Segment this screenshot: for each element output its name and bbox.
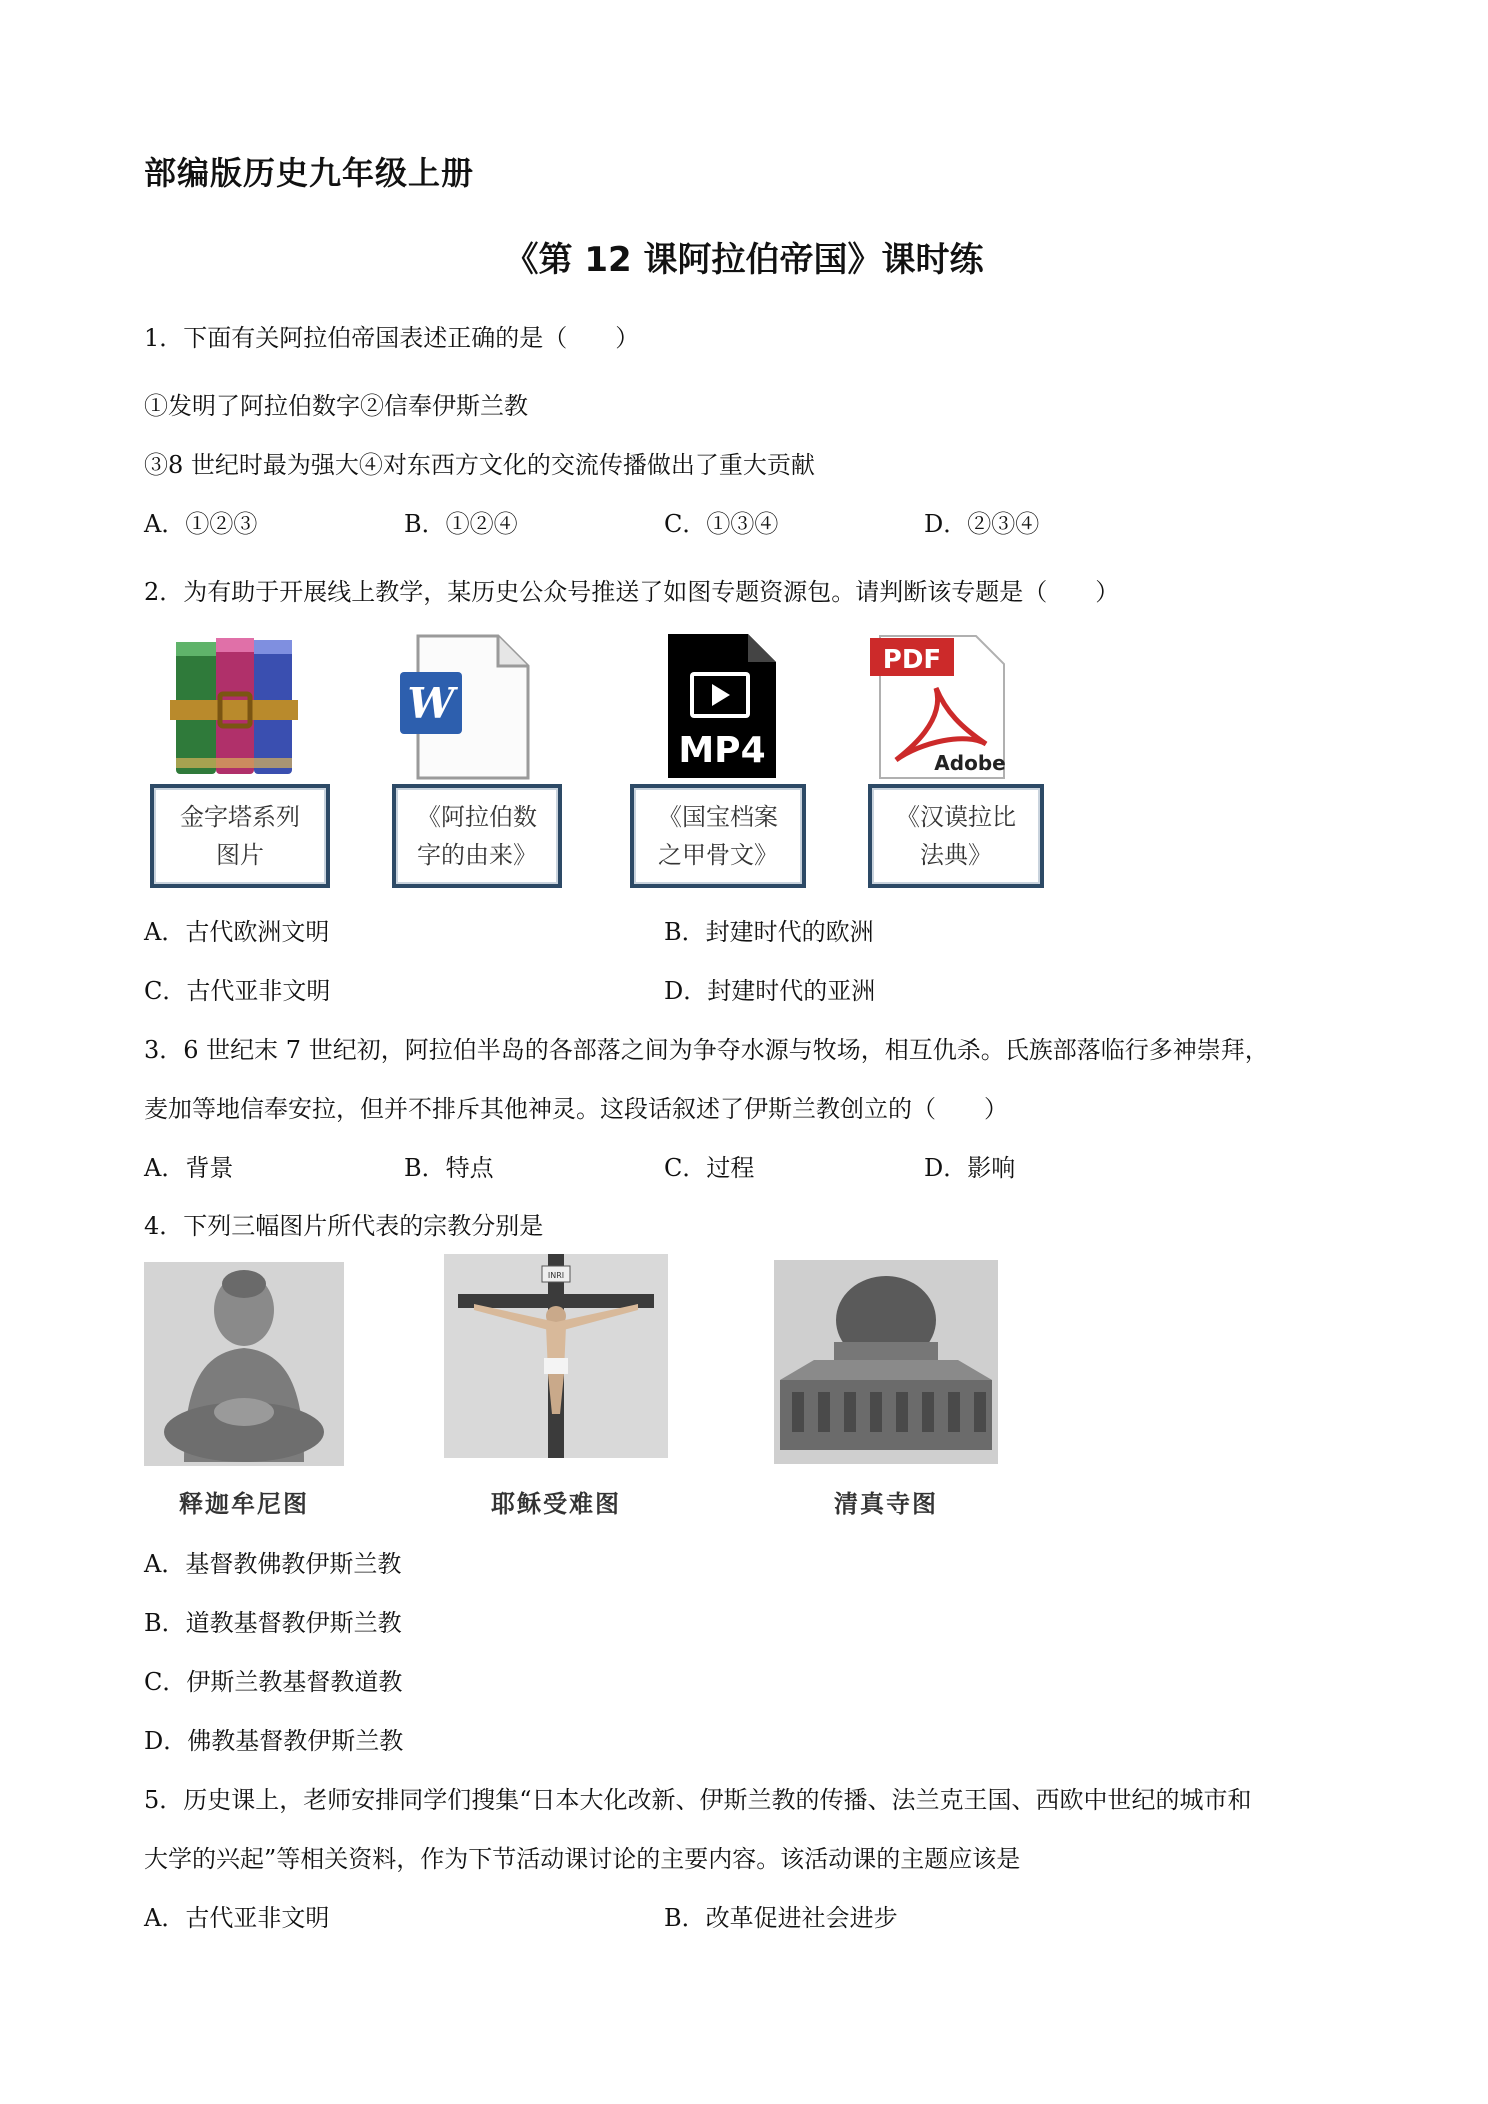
word-document-icon xyxy=(396,632,536,782)
lesson-title: 《第 12 课阿拉伯帝国》课时练 xyxy=(504,240,984,280)
q1-statement-1: ①发明了阿拉伯数字②信奉伊斯兰教 xyxy=(144,392,528,420)
q2-option-d[interactable]: D．封建时代的亚洲 xyxy=(664,977,876,1005)
book-title: 部编版历史九年级上册 xyxy=(144,154,475,192)
pdf-file-icon xyxy=(866,632,1012,782)
q2-option-b[interactable]: B．封建时代的欧洲 xyxy=(664,918,874,946)
mp4-file-icon xyxy=(664,630,780,782)
q3-stem-line2: 麦加等地信奉安拉，但并不排斥其他神灵。这段话叙述了伊斯兰教创立的（ ） xyxy=(144,1095,1008,1123)
file-caption-3: 《国宝档案 之甲骨文》 xyxy=(630,784,806,888)
q1-option-d[interactable]: D．②③④ xyxy=(924,510,1040,538)
q4-option-b[interactable]: B．道教基督教伊斯兰教 xyxy=(144,1609,402,1637)
q5-option-a[interactable]: A．古代亚非文明 xyxy=(144,1904,330,1932)
q3-option-c[interactable]: C．过程 xyxy=(664,1154,755,1182)
svg-text:MP4: MP4 xyxy=(678,730,766,771)
buddha-image xyxy=(144,1262,344,1466)
mosque-caption: 清真寺图 xyxy=(834,1489,938,1518)
q2-option-a[interactable]: A．古代欧洲文明 xyxy=(144,918,330,946)
q5-stem-line1: 5．历史课上，老师安排同学们搜集“日本大化改新、伊斯兰教的传播、法兰克王国、西欧中世纪的城市和 xyxy=(144,1786,1252,1814)
file-caption-4: 《汉谟拉比 法典》 xyxy=(868,784,1044,888)
q1-option-c[interactable]: C．①③④ xyxy=(664,510,779,538)
q3-option-b[interactable]: B．特点 xyxy=(404,1154,494,1182)
mosque-image xyxy=(774,1260,998,1464)
rar-books-icon xyxy=(170,630,310,780)
q4-option-d[interactable]: D．佛教基督教伊斯兰教 xyxy=(144,1727,404,1755)
q3-option-d[interactable]: D．影响 xyxy=(924,1154,1016,1182)
svg-text:PDF: PDF xyxy=(882,645,942,675)
buddha-caption: 释迦牟尼图 xyxy=(179,1489,309,1518)
q2-stem: 2．为有助于开展线上教学，某历史公众号推送了如图专题资源包。请判断该专题是（ ） xyxy=(144,578,1120,606)
file-caption-1: 金字塔系列 图片 xyxy=(150,784,330,888)
crucifix-image xyxy=(444,1254,668,1458)
q1-stem: 1．下面有关阿拉伯帝国表述正确的是（ ） xyxy=(144,324,640,352)
svg-text:INRI: INRI xyxy=(547,1271,565,1280)
q1-option-a[interactable]: A．①②③ xyxy=(144,510,258,538)
q2-option-c[interactable]: C．古代亚非文明 xyxy=(144,977,331,1005)
q1-statement-2: ③8 世纪时最为强大④对东西方文化的交流传播做出了重大贡献 xyxy=(144,451,815,479)
q1-option-b[interactable]: B．①②④ xyxy=(404,510,518,538)
svg-text:W: W xyxy=(407,679,455,728)
q4-option-c[interactable]: C．伊斯兰教基督教道教 xyxy=(144,1668,403,1696)
svg-text:Adobe: Adobe xyxy=(934,751,1006,775)
crucifix-caption: 耶稣受难图 xyxy=(491,1489,621,1518)
q3-option-a[interactable]: A．背景 xyxy=(144,1154,234,1182)
q5-option-b[interactable]: B．改革促进社会进步 xyxy=(664,1904,898,1932)
file-caption-2: 《阿拉伯数 字的由来》 xyxy=(392,784,562,888)
q3-stem-line1: 3．6 世纪末 7 世纪初，阿拉伯半岛的各部落之间为争夺水源与牧场，相互仇杀。氏族部落临行多神崇拜， xyxy=(144,1036,1269,1064)
q4-option-a[interactable]: A．基督教佛教伊斯兰教 xyxy=(144,1550,402,1578)
q4-stem: 4．下列三幅图片所代表的宗教分别是 xyxy=(144,1212,544,1240)
q5-stem-line2: 大学的兴起”等相关资料，作为下节活动课讨论的主要内容。该活动课的主题应该是 xyxy=(144,1845,1021,1873)
